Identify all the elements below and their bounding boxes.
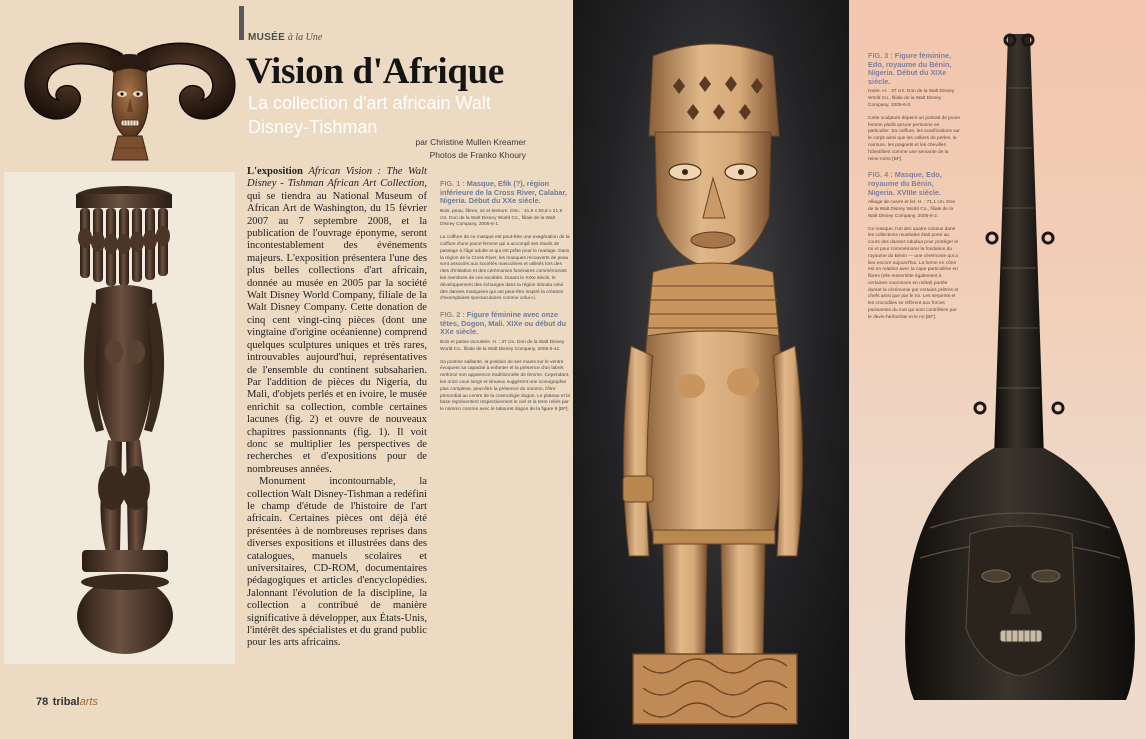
body-paragraph-1-text: , qui se tiendra au National Museum of African Art de Washington, du 15 février 2007 au 7 septembre 2008, et la publication de l'ouvrage éponyme, seront incontestablement des événements majeurs. L'exposition présentera l'une des plus belles collections d'art africain, donnée au musée en 2005 par la société Walt Disney World Company, filiale de la Walt Disney Company. Cette donation de cinq cent vingt-cinq pièces (dont une vingtaine d'origine océanienne) comprend quelques sculptures uniques et très rares, introuvables aujourd'hui, représentatives de l'ensemble du continent subsaharien. Par l'addition de pièces du Nigeria, du Mali, d'objets perlés et en ivoire, le musée enrichit sa collection, comble certaines lacunes (fig. 2) et ouvre de nouveaux chapitres passionnants (fig. 1). Il voit donc se multiplier les perspectives de recherches et d'expositions pour de nombreuses années. (247, 178, 427, 475)
body-lead: L'exposition (247, 166, 303, 177)
captions-column-left (440, 180, 570, 422)
magazine-brand-italic: arts (79, 696, 98, 708)
article-subtitle: La collection d'art africain Walt Disney-Tishman (248, 93, 491, 137)
byline (366, 136, 526, 162)
caption-3-text: Cette sculpture dépeint un portrait de jeune femme plutôt qu'une personne en particulier. Sa coiffure, les scarifications sur le corps ainsi que les colliers de perles, la ceinture, les poignets et les chevilles l'identifient comme une servante de la reine mère [BF]. (868, 115, 961, 162)
rubric-prefix: MUSÉE (248, 32, 286, 43)
caption-4-meta: Alliage de cuivre et fer. H. : 71,1 cm. Don de la Walt Disney World Co., filiale de la Walt Disney Company, 2005-6-2. (868, 200, 956, 219)
caption-4-text: Ce masque, l'un des quatre connus dans les collections muséales était porté au cours des danses odudua pour protéger le roi et pour commémorer la fondation du royaume du Bénin — une cérémonie qui a lieu encore aujourd'hui. La forme en cône est en relation avec la cape particulière en fibres (elle ressemble également à certaines couronnes en métal) portée durant la cérémonie par certains prêtres et chefs ainsi que par le roi. Les serpents et les crocodiles se réfèrent aux forces puissantes du mal qui sont contrôlées par le devin-herboriste et le roi [BF]. (868, 226, 959, 320)
page-number: 78 (36, 696, 49, 708)
dogon-statue-illustration (4, 172, 235, 664)
ram-horn-mask-illustration (18, 36, 242, 162)
exhibition-title: African Vision : The Walt Disney - Tishman African Art Collection (247, 166, 427, 190)
body-paragraph-1 (247, 166, 427, 476)
caption-1-text: La coiffure de ce masque est peut-être une exagération de la coiffure d'une jeune femme qui a accompli ses rituels de passage à l'âge adulte et qui est prête pour le mariage. Dans la région de la Cross River, les masques recouverts de peau sont associés aux sociétés masculines et utilisés lors des rites d'initiation et des cérémonies funéraires commémorant les membres de ces sociétés. Durant le XIXe siècle, le développement des échanges dans la région stimula celui des danses masquées qui ont peut-être inspiré la création d'exemplaires spectaculaires comme celui-ci. (440, 235, 570, 302)
rubric-suffix: à la Une (287, 32, 323, 43)
body-paragraph-2: Monument incontournable, la collection Walt Disney-Tishman a redéfini le champ d'étude de l'histoire de l'art africain. Certaines pièces ont déjà été présentées à de nombreuses reprises dans diverses expositions et illustrées dans des catalogues, manuels scolaires et universitaires, CD-ROM, documentaires pédagogiques et articles d'encyclopédies. Jalonnant l'évolution de la discipline, la collection a contribué de manière significative à développer, aux États-Unis, l'intérêt des spécialistes et du grand public pour les arts africains. (247, 476, 427, 649)
page-right (573, 0, 1146, 739)
rubric-bar (239, 6, 244, 40)
page-footer (36, 692, 98, 710)
caption-1-title: FIG. 1 : Masque, Efik (?), région inférieure de la Cross River, Calabar, Nigeria. Début du XXe siècle. (440, 179, 567, 206)
article-body (247, 166, 427, 650)
dogon-statue-photo (4, 172, 235, 664)
caption-2-title: FIG. 2 : Figure féminine avec onze têtes, Dogon, Mali. XIXe ou début du XXe siècle. (440, 310, 567, 337)
rubric (248, 32, 322, 43)
caption-2-text: Sa poitrine saillante, la position de ses mains sur le ventre évoquent sa capacité à enfanter et la présence d'un labret renforce son apparence traditionnelle de femme. Cependant, les onze cous longs et sinueux suggèrent une iconographie plus complexe, peut-être la présence du nommo, l'être primordial au centre de la cosmologie dogon. Le plateau et la base représentent respectivement le ciel et la terre reliés par le nommo comme avec le tabouret dogon de la figure 9 [BF]. (440, 359, 570, 413)
caption-3-meta: Ivoire. H. : 37 cm. Don de la Walt Disney World Co., filiale de la Walt Disney Company, 2005-6-3. (868, 89, 955, 108)
byline-author: par Christine Mullen Kreamer (415, 137, 526, 147)
ivory-figure-illustration (603, 36, 833, 732)
caption-2-meta: Bois et patine incrustée. H. : 37 cm. Don de la Walt Disney World Co., filiale de la Walt Disney Company, 2005-6-41. (440, 339, 565, 352)
caption-4-title: FIG. 4 : Masque, Edo, royaume du Bénin, Nigeria. XVIIIe siècle. (868, 170, 942, 197)
article-title: Vision d'Afrique (246, 51, 505, 92)
captions-column-right (868, 52, 960, 330)
caption-3-title: FIG. 3 : Figure féminine, Edo, royaume du Bénin, Nigeria. Début du XIXe siècle. (868, 51, 952, 86)
caption-1-meta: Bois, peau, fibres, os et teinture. Dim. : 41,9 x 83,8 x 21,9 cm. Don de la Walt Disney World Co., filiale de la Walt Disney Company, 2005-6-1. (440, 208, 563, 228)
byline-photos: Photos de Franko Khoury (429, 150, 526, 160)
magazine-brand-bold: tribal (52, 696, 80, 708)
